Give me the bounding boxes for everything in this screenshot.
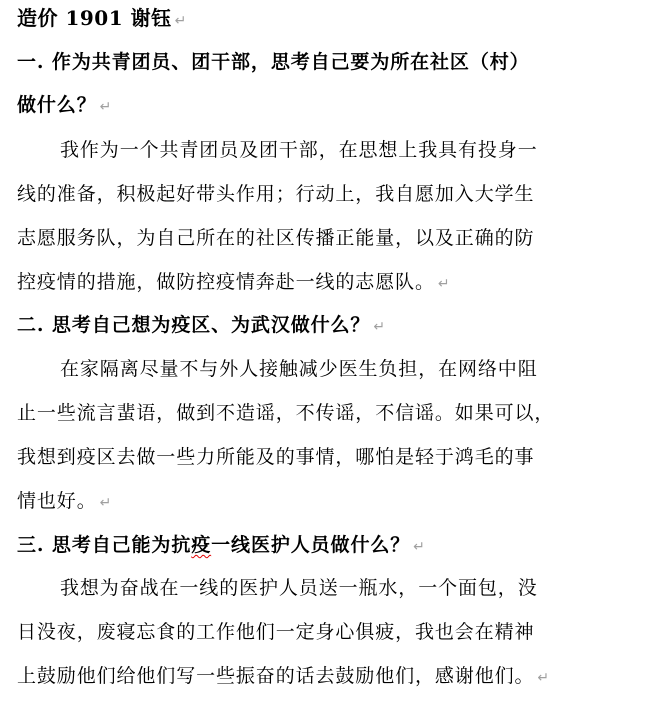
paragraph-mark-icon: ↵ [437, 276, 450, 292]
section-3-heading-text: 一线医护人员做什么？ [211, 534, 411, 556]
document-title [17, 6, 186, 33]
section-3-heading-text: 三. 思考自己能为抗 [17, 534, 192, 556]
section-2-body-line [17, 489, 111, 515]
section-1-heading-line-2 [17, 93, 111, 119]
section-3-body-text: 上鼓励他们给他们写一些振奋的话去鼓励他们，感谢他们。 [17, 665, 535, 687]
section-1-body-line: 我作为一个共青团员及团干部，在思想上我具有投身一 [60, 139, 538, 161]
paragraph-mark-icon: ↵ [537, 670, 550, 686]
paragraph-mark-icon: ↵ [99, 495, 112, 511]
section-1-heading-text: 做什么？ [17, 94, 97, 116]
section-3-body-line: 我想为奋战在一线的医护人员送一瓶水，一个面包，没 [60, 577, 538, 599]
section-3-heading [17, 533, 425, 559]
section-2-body-text: 情也好。 [17, 490, 97, 512]
paragraph-mark-icon: ↵ [174, 13, 187, 29]
section-1-body-text: 控疫情的措施，做防控疫情奔赴一线的志愿队。 [17, 271, 435, 293]
paragraph-mark-icon: ↵ [373, 319, 386, 335]
section-2-body-line: 在家隔离尽量不与外人接触减少医生负担，在网络中阻 [60, 358, 538, 380]
section-1-heading-line-1: 一. 作为共青团员、团干部，思考自己要为所在社区（村） [17, 51, 530, 73]
spellcheck-marked-word[interactable]: 疫 [191, 534, 212, 556]
paragraph-mark-icon: ↵ [99, 99, 112, 115]
section-1-body-line [17, 270, 450, 296]
section-2-heading [17, 313, 385, 339]
document-title-text: 造价 1901 谢钰 [17, 6, 172, 30]
paragraph-mark-icon: ↵ [413, 539, 425, 555]
section-2-body-line: 我想到疫区去做一些力所能及的事情，哪怕是轻于鸿毛的事 [17, 446, 535, 468]
section-1-body-line: 线的准备，积极起好带头作用；行动上，我自愿加入大学生 [17, 183, 535, 205]
section-2-body-line: 止一些流言蜚语，做到不造谣，不传谣，不信谣。如果可以， [17, 402, 555, 424]
section-1-body-line: 志愿服务队，为自己所在的社区传播正能量，以及正确的防 [17, 227, 535, 249]
section-3-body-line: 日没夜，废寝忘食的工作他们一定身心俱疲，我也会在精神 [17, 621, 535, 643]
section-2-heading-text: 二. 思考自己想为疫区、为武汉做什么？ [17, 314, 371, 336]
section-3-body-line [17, 664, 549, 690]
